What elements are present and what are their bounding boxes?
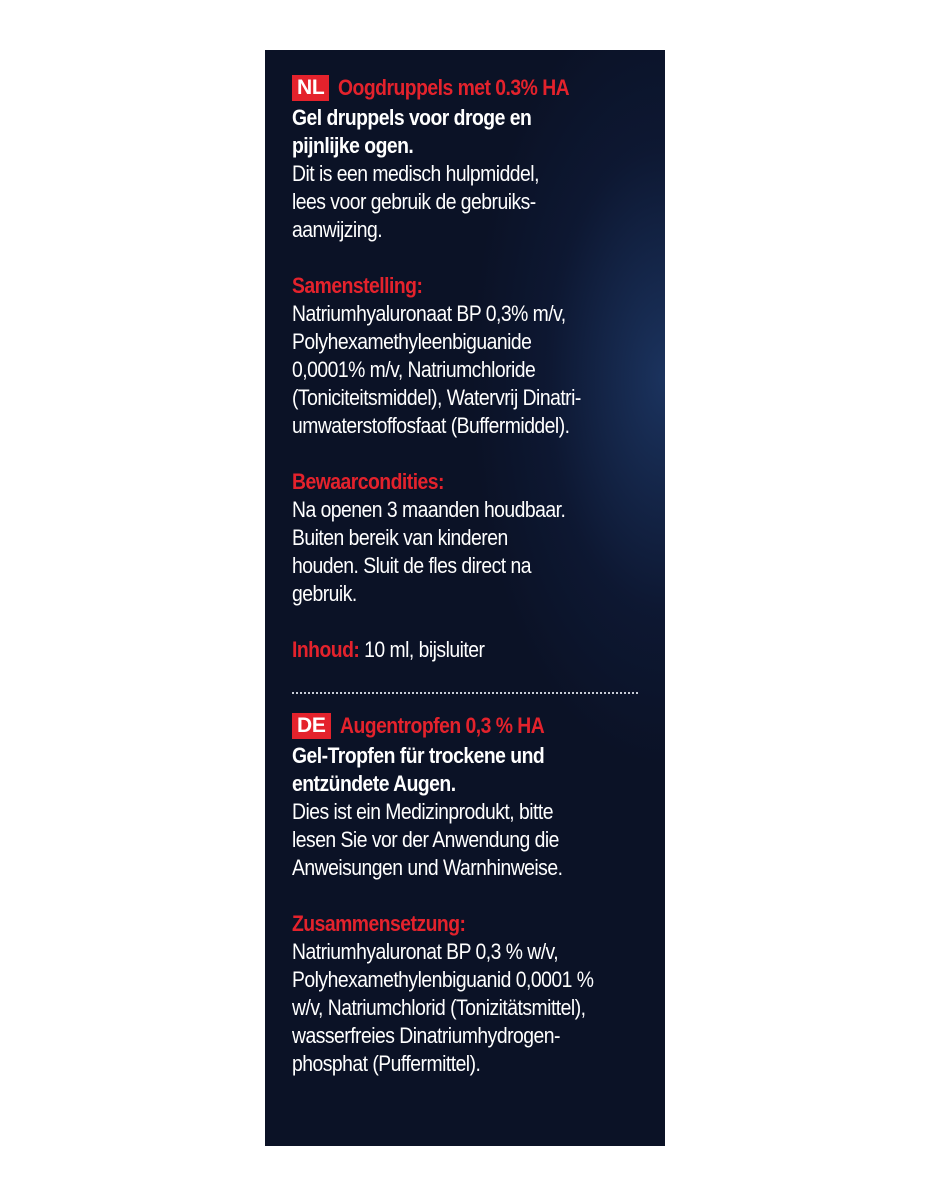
nl-contents-value: 10 ml, bijsluiter bbox=[359, 637, 485, 662]
de-composition-line: Natriumhyaluronat BP 0,3 % w/v, bbox=[292, 939, 559, 964]
nl-contents-label: Inhoud: bbox=[292, 637, 360, 662]
nl-subtitle-line: Gel druppels voor droge en bbox=[292, 105, 532, 130]
nl-contents-line bbox=[292, 636, 592, 664]
nl-storage-line: gebruik. bbox=[292, 581, 357, 606]
de-composition-heading: Zusammensetzung: bbox=[292, 911, 466, 936]
de-composition-line: w/v, Natriumchlorid (Tonizitätsmittel), bbox=[292, 995, 586, 1020]
section-divider bbox=[292, 692, 638, 694]
nl-subtitle-line: pijnlijke ogen. bbox=[292, 133, 414, 158]
de-intro-line: lesen Sie vor der Anwendung die bbox=[292, 827, 559, 852]
nl-intro-line: Dit is een medisch hulpmiddel, bbox=[292, 161, 539, 186]
nl-intro-line: lees voor gebruik de gebruiks- bbox=[292, 189, 536, 214]
de-composition-line: wasserfreies Dinatriumhydrogen- bbox=[292, 1023, 560, 1048]
nl-composition-line: Polyhexamethyleenbiguanide bbox=[292, 329, 532, 354]
label-panel bbox=[265, 50, 665, 1146]
nl-language-badge: NL bbox=[292, 75, 329, 101]
nl-storage-heading: Bewaarcondities: bbox=[292, 469, 444, 494]
de-intro-line: Dies ist ein Medizinprodukt, bitte bbox=[292, 799, 554, 824]
de-product-title: Augentropfen 0,3 % HA bbox=[339, 713, 544, 738]
nl-product-title: Oogdruppels met 0.3% HA bbox=[338, 75, 570, 100]
de-subtitle-line: Gel-Tropfen für trockene und bbox=[292, 743, 545, 768]
nl-composition-line: umwaterstoffosfaat (Buffermiddel). bbox=[292, 413, 570, 438]
de-header bbox=[292, 710, 641, 742]
de-composition-line: Polyhexamethylenbiguanid 0,0001 % bbox=[292, 967, 594, 992]
nl-composition-line: (Toniciteitsmiddel), Watervrij Dinatri- bbox=[292, 385, 581, 410]
nl-composition-line: 0,0001% m/v, Natriumchloride bbox=[292, 357, 536, 382]
nl-intro-line: aanwijzing. bbox=[292, 217, 383, 242]
nl-storage-line: houden. Sluit de fles direct na bbox=[292, 553, 531, 578]
de-intro-line: Anweisungen und Warnhinweise. bbox=[292, 855, 563, 880]
nl-composition-line: Natriumhyaluronaat BP 0,3% m/v, bbox=[292, 301, 566, 326]
nl-composition-heading: Samenstelling: bbox=[292, 273, 423, 298]
nl-storage-line: Buiten bereik van kinderen bbox=[292, 525, 508, 550]
nl-header bbox=[292, 72, 641, 104]
nl-storage-line: Na openen 3 maanden houdbaar. bbox=[292, 497, 566, 522]
de-subtitle-line: entzündete Augen. bbox=[292, 771, 456, 796]
de-composition-line: phosphat (Puffermittel). bbox=[292, 1051, 481, 1076]
de-language-badge: DE bbox=[292, 713, 331, 739]
